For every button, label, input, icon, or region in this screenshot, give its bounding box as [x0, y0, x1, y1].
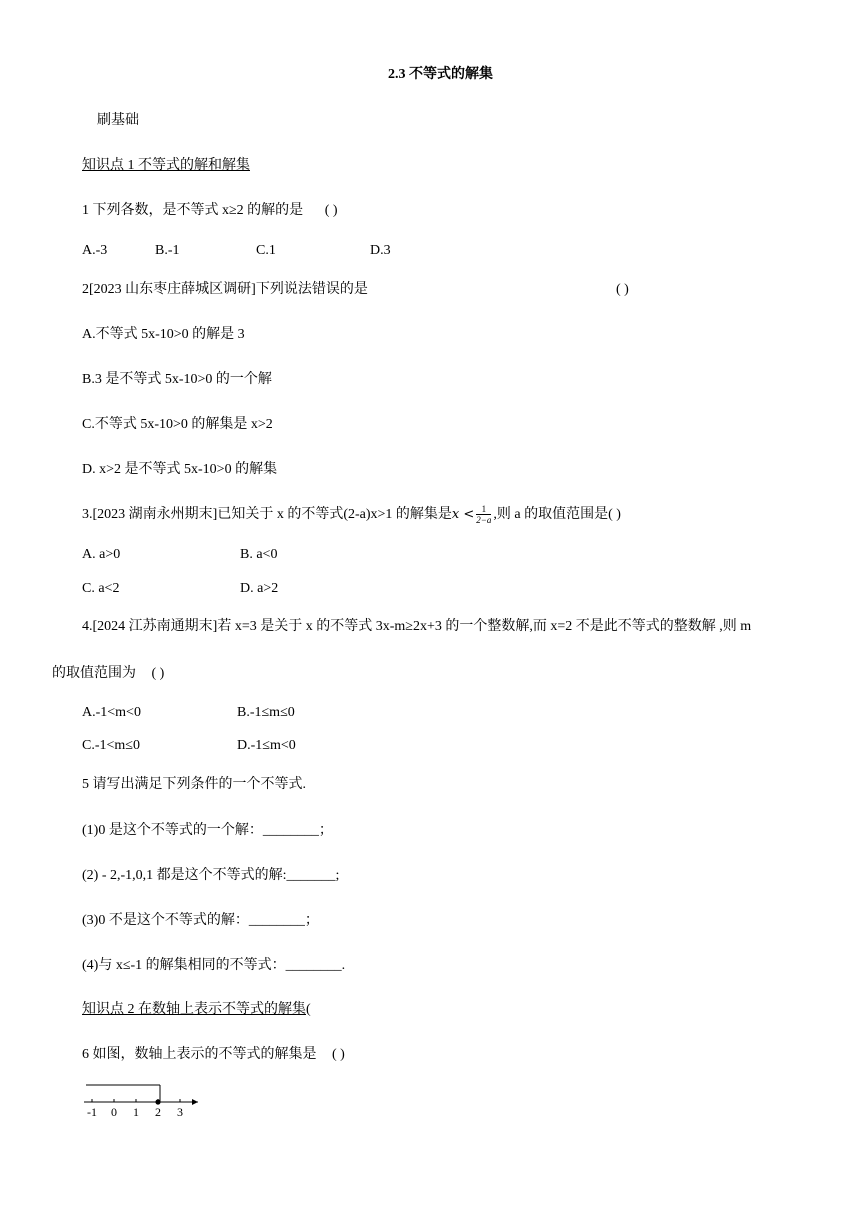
- question-4-stem-line1: 4.[2024 江苏南通期末]若 x=3 是关于 x 的不等式 3x-m≥2x+3 的一个整数解,而 x=2 不是此不等式的整数解 ,则 m: [82, 619, 752, 634]
- question-2-stem: 2[2023 山东枣庄薛城区调研]下列说法错误的是: [82, 282, 368, 297]
- question-5-stem: 5 请写出满足下列条件的一个不等式.: [82, 777, 306, 792]
- number-line-tick-label: -1: [87, 1105, 97, 1119]
- knowledge-point-2: 知识点 2 在数轴上表示不等式的解集: [82, 1002, 306, 1017]
- q2-option-b: B.3 是不等式 5x-10>0 的一个解: [82, 372, 272, 387]
- inline-fraction: [476, 504, 491, 525]
- q5-part-3: (3)0 不是这个不等式的解：________；: [82, 913, 319, 928]
- knowledge-point-2-tail: (: [306, 1002, 311, 1017]
- q1-option-a: A.-3: [82, 243, 108, 258]
- number-line-tick-label: 2: [155, 1105, 161, 1119]
- question-3-text-end: ,则 a 的取值范围是( ): [493, 507, 621, 522]
- q2-option-d: D. x>2 是不等式 5x-10>0 的解集: [82, 462, 278, 477]
- q4-option-c: C.-1<m≤0: [82, 738, 140, 753]
- q5-part-1: (1)0 是这个不等式的一个解：________；: [82, 823, 333, 838]
- q4-option-a: A.-1<m<0: [82, 705, 141, 720]
- question-1-text: 1 下列各数，是不等式 x≥2 的解的是: [82, 203, 304, 218]
- question-6-answer-paren: ( ): [332, 1047, 345, 1062]
- knowledge-point-2-line: [82, 1001, 311, 1019]
- question-6-text: 6 如图，数轴上表示的不等式的解集是: [82, 1047, 317, 1062]
- q1-option-c: C.1: [256, 243, 276, 258]
- number-line-tick-label: 1: [133, 1105, 139, 1119]
- question-3-stem: [82, 504, 621, 526]
- question-4-text-line2: 的取值范围为: [52, 666, 136, 681]
- number-line-tick-label: 3: [177, 1105, 183, 1119]
- q3-option-d: D. a>2: [240, 581, 279, 596]
- q2-option-c: C.不等式 5x-10>0 的解集是 x>2: [82, 417, 273, 432]
- q4-option-d: D.-1≤m<0: [237, 738, 296, 753]
- knowledge-point-1: 知识点 1 不等式的解和解集: [82, 158, 250, 173]
- question-2-answer-paren: ( ): [616, 282, 629, 297]
- question-4-answer-paren: ( ): [151, 666, 165, 681]
- q1-option-b: B.-1: [155, 243, 180, 258]
- number-line-tick-label: 0: [111, 1105, 117, 1119]
- q3-option-c: C. a<2: [82, 581, 120, 596]
- q5-part-2: (2) - 2,-1,0,1 都是这个不等式的解:_______;: [82, 868, 340, 883]
- number-line-arrow-icon: [192, 1099, 198, 1105]
- q4-option-b: B.-1≤m≤0: [237, 705, 295, 720]
- q5-part-4: (4)与 x≤-1 的解集相同的不等式：________.: [82, 958, 346, 973]
- question-6-stem: [82, 1046, 345, 1064]
- question-3-text-start: 3.[2023 湖南永州期末]已知关于 x 的不等式(2-a)x>1 的解集是: [82, 507, 452, 522]
- question-1-stem: [82, 202, 338, 220]
- q1-option-d: D.3: [370, 243, 391, 258]
- inline-math-lhs: x <: [451, 507, 475, 522]
- section-label: 刷基础: [97, 113, 139, 128]
- q3-option-b: B. a<0: [240, 547, 278, 562]
- fraction-numerator: 1: [476, 504, 491, 515]
- question-1-answer-paren: ( ): [324, 203, 338, 218]
- number-line-figure: [80, 1080, 210, 1120]
- q3-option-a: A. a>0: [82, 547, 121, 562]
- fraction-denominator: 2−a: [476, 515, 492, 526]
- solution-endpoint: [155, 1099, 160, 1104]
- question-4-stem-line2: [52, 665, 164, 683]
- q2-option-a: A.不等式 5x-10>0 的解是 3: [82, 327, 245, 342]
- page-title: 2.3 不等式的解集: [388, 67, 493, 82]
